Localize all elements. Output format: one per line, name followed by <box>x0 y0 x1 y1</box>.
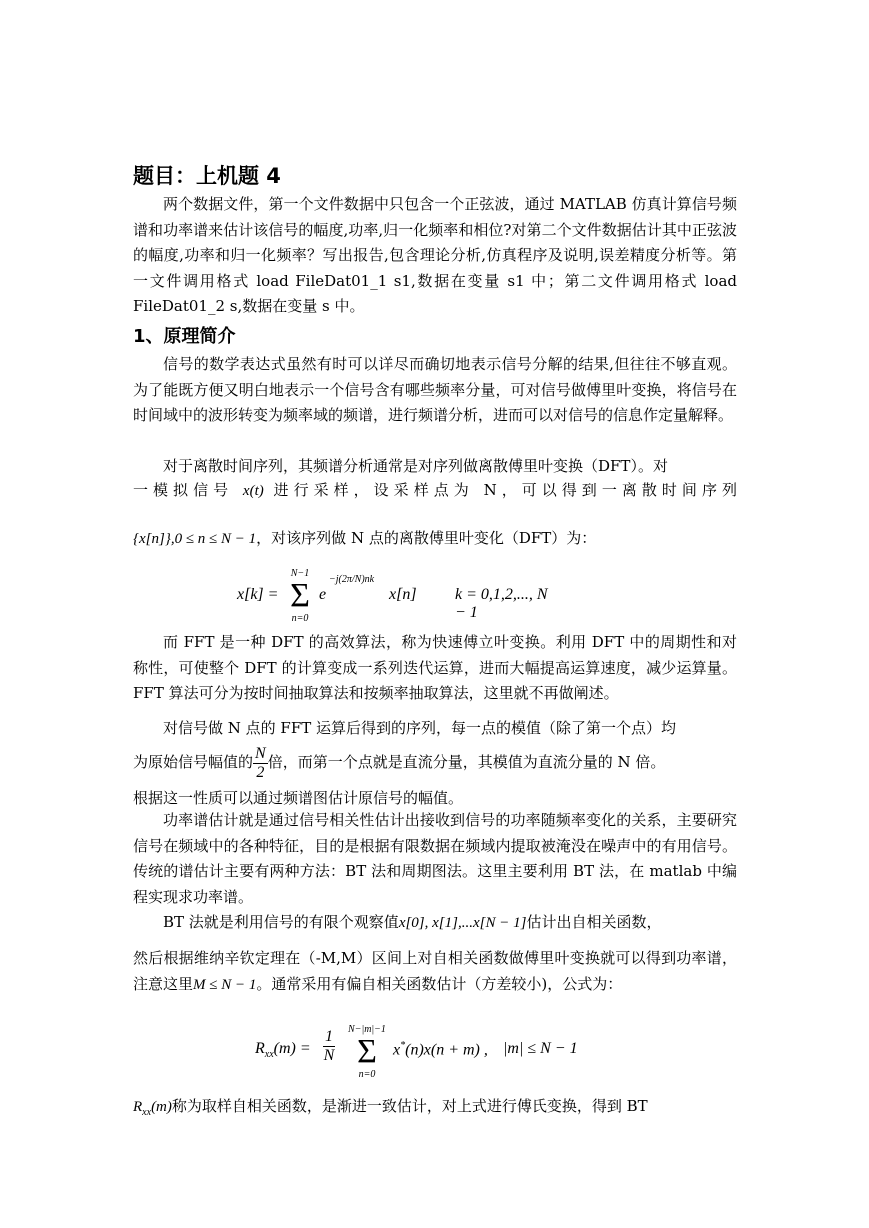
paragraph-dft-2: 一模拟信号 x(t) 进行采样，设采样点为 N，可以得到一离散时间序列 <box>133 481 737 499</box>
problem-statement: 两个数据文件，第一个文件数据中只包含一个正弦波，通过 MATLAB 仿真计算信号频谱和功率谱来估计该信号的幅度,功率,归一化频率和相位?对第二个文件数据估计其中正弦波的幅度,功率和归一化频率？写出报告,包含理论分析,仿真程序及说明,误差精度分析等。第一文件调用格式 load FileDat01_1 s1,数据在变量 s1 中；第二文件调用格式 load FileDat01_2 s,数据在变量 s 中。 <box>133 195 737 315</box>
paragraph-intro: 信号的数学表达式虽然有时可以详尽而确切地表示信号分解的结果,但往往不够直观。为了能既方便又明白地表示一个信号含有哪些频率分量，可对信号做傅里叶变换，将信号在时间域中的波形转变为频率域的频谱，进行频谱分析，进而可以对信号的信息作定量解释。 <box>133 355 737 424</box>
paragraph-bt-1: BT 法就是利用信号的有限个观察值x[0], x[1],...x[N − 1]估计出自相关函数， <box>163 913 662 931</box>
fraction-n-over-2: $\frac{N}{2}$ <box>255 744 266 781</box>
paragraph-amplitude-2: 为原始信号幅值的 $\frac{N}{2}$ 倍，而第一个点就是直流分量，其模值为直流分量的 N 倍。 <box>133 744 666 781</box>
paragraph-dft-3: {x[n]},0 ≤ n ≤ N − 1，对该序列做 N 点的离散傅里叶变化（DFT）为： <box>133 529 597 547</box>
paragraph-fft: 而 FFT 是一种 DFT 的高效算法，称为快速傅立叶变换。利用 DFT 中的周期性和对称性，可使整个 DFT 的计算变成一系列迭代运算，进而大幅提高运算速度，减少运算量。FFT 算法可分为按时间抽取算法和按频率抽取算法，这里就不再做阐述。 <box>133 633 737 702</box>
page-title: 题目：上机题 4 <box>133 164 281 188</box>
section-heading: 1、原理简介 <box>133 326 236 347</box>
paragraph-dft-1: 对于离散时间序列，其频谱分析通常是对序列做离散傅里叶变换（DFT）。对 <box>163 457 668 475</box>
autocorrelation-equation: $R_{xx}(m)$ = $\frac{1}{N}$ N−|m|−1 Σ n=0 x*(n)x(n + m) , |m| ≤ N − 1 <box>255 1024 578 1080</box>
paragraph-amplitude-1: 对信号做 N 点的 FFT 运算后得到的序列，每一点的模值（除了第一个点）均 <box>163 719 677 737</box>
dft-equation: x[k] = N−1 Σ n=0 e −j(2π/N)nk x[n] k = 0,1,2,..., N − 1 <box>237 568 548 624</box>
paragraph-sample-autocorr: $R_{xx}(m)$称为取样自相关函数，是渐进一致估计，对上式进行傅氏变换，得到 BT <box>133 1097 648 1118</box>
paragraph-bt-2: 然后根据维纳辛钦定理在（-M,M）区间上对自相关函数做傅里叶变换就可以得到功率谱，注意这里M ≤ N − 1。通常采用有偏自相关函数估计（方差较小)，公式为： <box>133 949 737 993</box>
paragraph-amplitude-3: 根据这一性质可以通过频谱图估计原信号的幅值。 <box>133 789 464 807</box>
paragraph-power-spectrum: 功率谱估计就是通过信号相关性估计出接收到信号的功率随频率变化的关系，主要研究信号在频域中的各种特征，目的是根据有限数据在频域内提取被淹没在噪声中的有用信号。传统的谱估计主要有两种方法：BT 法和周期图法。这里主要利用 BT 法，在 matlab 中编程实现求功率谱。 <box>133 811 737 906</box>
